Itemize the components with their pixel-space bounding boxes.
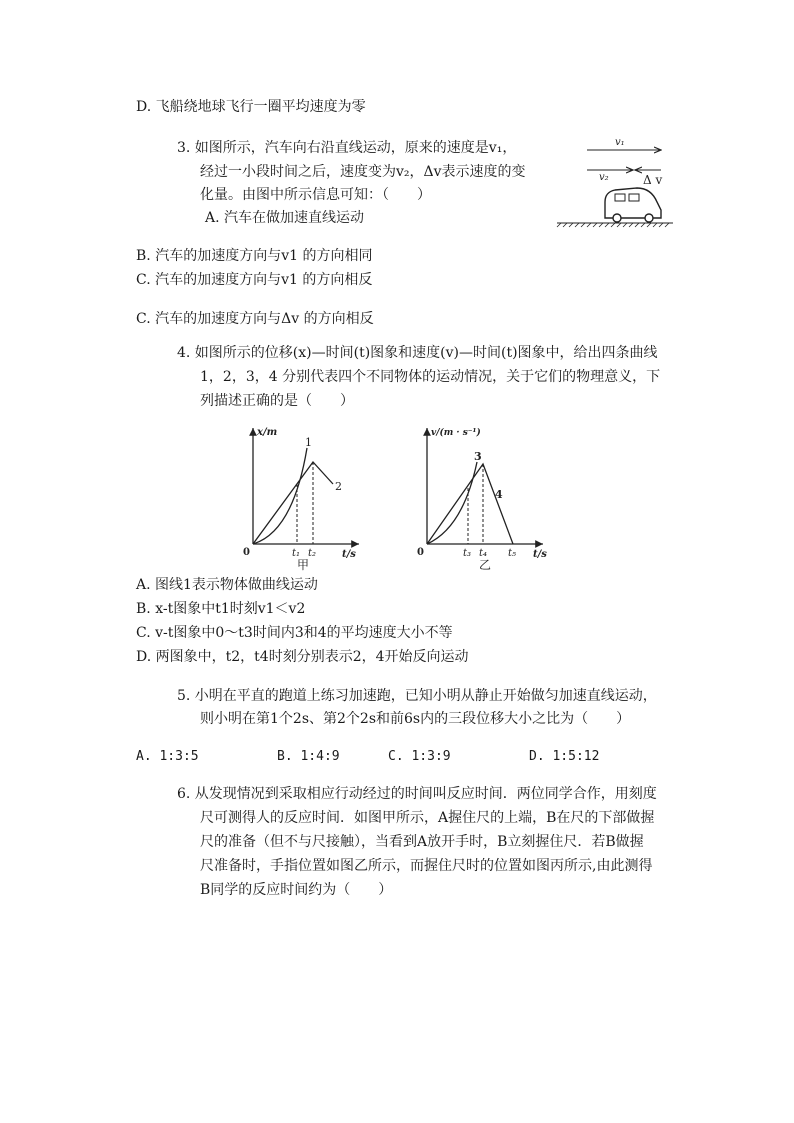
q3-option-c1: C. 汽车的加速度方向与v1 的方向相反 [136,272,373,288]
q5-option-d: D. 1:5:12 [529,749,600,764]
q5-option-b: B. 1:4:9 [277,749,340,764]
graph-caption: 甲 [297,558,310,572]
graph-caption: 乙 [479,558,492,572]
q6-stem-line4: 尺准备时，手指位置如图乙所示，而握住尺时的位置如图丙所示,由此测得 [200,858,653,874]
q6-stem-line1: 6. 从发现情况到采取相应行动经过的时间叫反应时间．两位同学合作，用刻度 [177,786,657,802]
curve-1-label: 1 [305,436,312,449]
y-axis-label: v/(m · s⁻¹) [431,428,481,438]
curve-2 [253,462,333,544]
q4-stem-line1: 4. 如图所示的位移(x)—时间(t)图象和速度(v)—时间(t)图象中，给出四条曲线 [177,345,658,361]
q4-graph-xt [235,422,365,572]
q6-stem-line2: 尺可测得人的反应时间．如图甲所示，A握住尺的上端，B在尺的下部做握 [200,810,655,826]
v2-label: v₂ [599,172,609,183]
t2-label: t₂ [308,548,317,559]
curve-4 [427,464,513,544]
dv-label: Δ v [643,173,663,187]
q3-stem-line2: 经过一小段时间之后，速度变为v₂，Δv表示速度的变 [200,164,526,180]
curve-3 [427,462,477,544]
q4-option-b: B. x-t图象中t1时刻v1＜v2 [136,601,306,617]
car-wheel [613,214,621,222]
q4-option-c: C. v-t图象中0～t3时间内3和4的平均速度大小不等 [136,625,453,641]
x-axis-label: t/s [533,549,547,560]
y-axis-label: x/m [257,427,278,438]
q3-stem-line3: 化量。由图中所示信息可知：（ ） [200,187,431,203]
curve-2-label: 2 [335,480,342,493]
origin-label: 0 [243,547,250,558]
q4-option-d: D. 两图象中，t2，t4时刻分别表示2，4开始反向运动 [136,649,469,665]
q3-option-b: B. 汽车的加速度方向与v1 的方向相同 [136,248,373,264]
origin-label: 0 [417,547,424,558]
q3-stem-line1: 3. 如图所示，汽车向右沿直线运动，原来的速度是v₁， [177,140,517,156]
q3-car-figure [555,130,675,230]
q4-graph-vt [413,422,558,572]
t1-label: t₁ [292,548,301,559]
q3-option-c2: C. 汽车的加速度方向与Δv 的方向相反 [136,311,374,327]
q4-stem-line3: 列描述正确的是（ ） [200,393,354,409]
q5-stem-line2: 则小明在第1个2s、第2个2s和前6s内的三段位移大小之比为（ ） [200,711,631,727]
car-body [605,188,661,218]
q5-option-a: A. 1:3:5 [136,749,199,764]
t3-label: t₃ [463,548,472,559]
t4-label: t₄ [479,548,488,559]
q5-stem-line1: 5. 小明在平直的跑道上练习加速跑，已知小明从静止开始做匀加速直线运动， [177,688,657,704]
q2-option-d: D. 飞船绕地球飞行一圈平均速度为零 [136,99,366,115]
t5-label: t₅ [508,548,517,559]
q4-option-a: A. 图线1表示物体做曲线运动 [136,577,318,593]
x-axis-label: t/s [342,549,356,560]
curve-3-label: 3 [474,450,482,463]
v1-label: v₁ [615,137,625,148]
q4-stem-line2: 1，2，3，4 分别代表四个不同物体的运动情况，关于它们的物理意义，下 [200,369,661,385]
q3-option-a: A. 汽车在做加速直线运动 [205,210,365,226]
car-wheel [645,214,653,222]
q5-option-c: C. 1:3:9 [388,749,451,764]
curve-1 [253,448,307,544]
q6-stem-line5: B同学的反应时间约为（ ） [200,882,393,898]
curve-4-label: 4 [495,488,503,501]
q6-stem-line3: 尺的准备（但不与尺接触），当看到A放开手时，B立刻握住尺．若B做握 [200,834,644,850]
